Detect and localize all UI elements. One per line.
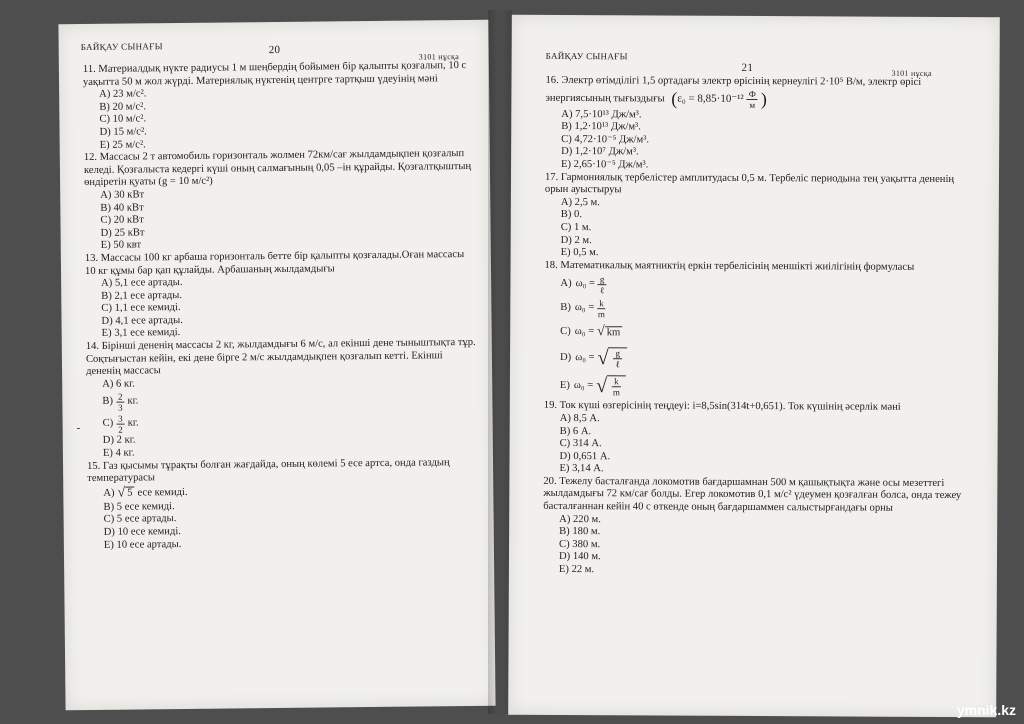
answer-option: D) 25 кВт <box>100 227 145 239</box>
answer-option: Е) 2,65·10⁻⁵ Дж/м³. <box>561 158 649 171</box>
option-unit: кг. <box>127 395 139 407</box>
question-17 <box>545 171 965 261</box>
fraction-numerator: Ф <box>747 89 758 100</box>
answer-option: В) 5 есе кемиді. <box>103 500 175 513</box>
question-16 <box>545 75 965 174</box>
option-label: В) <box>560 302 571 314</box>
fraction-denominator: ℓ <box>615 359 620 370</box>
sqrt-radicand: km <box>605 326 623 340</box>
question-text: 11. Материалдық нүкте радиусы 1 м шеңбердің бойымен бір қалыпты қозғалып, 10 с уақытта 50 м жол жүрді. Материялық нүктенің центрге тартқыш үдеуінің мәні <box>82 60 467 88</box>
fraction-denominator: m <box>612 387 620 398</box>
fraction-numerator: k <box>612 377 621 388</box>
question-text <box>545 75 965 111</box>
answer-option: D) 4,1 есе артады. <box>101 314 183 327</box>
answer-option: D) 1,2·10⁷ Дж/м³. <box>561 146 639 158</box>
fraction <box>598 274 607 295</box>
answer-option: А) 23 м/с². <box>99 88 147 101</box>
fraction-numerator: g <box>598 274 607 285</box>
right-page-header: БАЙҚАУ СЫНАҒЫ <box>545 50 628 62</box>
answer-option-formula <box>544 272 964 298</box>
answer-option: Е) 25 м/с². <box>99 138 146 151</box>
answer-option: D) 140 м. <box>558 551 601 563</box>
epsilon-value: ε₀ = 8,85·10⁻¹² <box>677 92 744 105</box>
answer-option: В) 6 А. <box>559 425 592 437</box>
fraction-numerator: 2 <box>116 392 125 403</box>
sqrt-radicand <box>608 348 627 370</box>
question-text: 17. Гармониялық тербелістер амплитудасы 0,5 м. Тербеліс периодына тең уақытта дененің орын ауыстыруы <box>544 171 955 196</box>
sqrt-expression <box>596 375 626 397</box>
pencil-tick-mark: - <box>76 422 81 435</box>
fraction-denominator: м <box>749 99 756 110</box>
answer-option: В) 40 кВт <box>100 201 144 214</box>
site-watermark: ymnik.kz <box>956 702 1016 718</box>
question-13 <box>85 249 478 341</box>
fraction-numerator: 3 <box>116 414 125 425</box>
fraction-denominator: ℓ <box>599 285 605 296</box>
question-19 <box>543 400 963 478</box>
answer-option: А) 5,1 есе артады. <box>101 277 183 289</box>
question-text: 13. Массасы 100 кг арбаша горизонталь бетте бір қалыпты қозғалады.Оған массасы 10 кг құмы бар қап құлайды. Арбашаның жылдамдығы <box>84 248 465 277</box>
answer-option: Е) 3,1 есе кемиді. <box>101 327 181 340</box>
answer-option: А) 6 кг. <box>102 378 135 390</box>
answer-option: В) 0. <box>560 209 583 221</box>
question-11 <box>83 60 476 152</box>
answer-option-formula <box>544 372 964 402</box>
answer-option: В) 180 м. <box>559 526 601 538</box>
fraction-denominator: 2 <box>118 424 123 435</box>
option-unit: кг. <box>127 417 139 429</box>
formula-lhs: ω₀ = <box>575 278 595 290</box>
option-label: С) <box>102 417 114 429</box>
answer-option: С) 4,72·10⁻⁵ Дж/м³. <box>561 133 650 146</box>
question-20 <box>543 476 964 579</box>
fraction <box>613 349 622 370</box>
fraction-denominator: 3 <box>117 402 123 413</box>
question-14 <box>86 337 479 461</box>
answer-option: А) 8,5 А. <box>559 412 600 425</box>
question-text: 15. Газ қысымы тұрақты болған жағдайда, оның көлемі 5 есе артса, онда газдың температурасы <box>86 456 450 485</box>
sqrt-radicand <box>607 376 626 398</box>
sqrt-expression <box>597 326 622 340</box>
option-label: Е) <box>559 379 570 392</box>
answer-option: Е) 0,5 м. <box>560 247 599 259</box>
fraction <box>116 392 125 413</box>
question-text: 14. Бірінші дененің массасы 2 кг, жылдамдығы 6 м/с, ал екінші дене тыныштықта тұр. Соқтығыстан кейін, екі дене бірге 2 м/с жылдамдықпен қозғалып кетті. Екінші дененің массасы <box>85 336 476 378</box>
answer-option-formula <box>544 320 964 346</box>
answer-option: Е) 50 квт <box>100 239 142 252</box>
answer-option: А) 2,5 м. <box>560 196 600 208</box>
formula-lhs: ω₀ = <box>574 302 595 314</box>
question-12 <box>84 148 477 253</box>
sqrt-expression <box>117 487 134 501</box>
option-label: В) <box>102 395 114 407</box>
answer-option: В) 2,1 есе артады. <box>101 289 183 302</box>
answer-option: С) 380 м. <box>559 538 601 551</box>
answer-option: А) 220 м. <box>559 513 601 525</box>
sqrt-sign: √ <box>597 324 605 340</box>
answer-option-formula <box>544 344 964 374</box>
answer-option: А) 30 кВт <box>100 189 145 201</box>
formula-lhs: ω₀ = <box>574 326 595 338</box>
fraction-numerator: k <box>597 298 606 309</box>
right-page-number: 21 <box>741 61 754 74</box>
answer-option: D) 0,651 А. <box>559 450 611 462</box>
answer-option: С) 5 есе артады. <box>103 513 177 526</box>
option-label: D) <box>560 352 572 364</box>
question-15 <box>87 457 480 553</box>
fraction <box>116 414 125 435</box>
answer-option: С) 10 м/с². <box>99 113 147 126</box>
answer-option: D) 2 кг. <box>102 434 136 447</box>
fraction <box>612 377 621 398</box>
answer-option: D) 15 м/с². <box>99 126 147 138</box>
sqrt-sign: √ <box>117 485 126 501</box>
answer-option: В) 1,2·10¹³ Дж/м³. <box>561 121 641 133</box>
left-page-number: 20 <box>268 43 281 57</box>
option-label: С) <box>560 326 571 338</box>
fraction-denominator: m <box>597 308 605 320</box>
answer-option: D) 10 есе кемиді. <box>103 526 181 538</box>
sqrt-sign: √ <box>597 347 609 370</box>
question-18 <box>544 260 965 403</box>
sqrt-radicand: 5 <box>125 487 134 501</box>
answer-option: Е) 10 есе артады. <box>103 538 182 551</box>
answer-option: С) 20 кВт <box>100 214 144 226</box>
fraction <box>597 298 606 319</box>
fraction-numerator: g <box>614 349 623 360</box>
sqrt-sign: √ <box>596 375 608 398</box>
epsilon-constant: ( ε₀ = 8,85·10⁻¹² Ф м ) <box>671 88 767 110</box>
option-label: А) <box>103 487 115 499</box>
formula-lhs: ω₀ = <box>573 380 594 392</box>
left-page-header: БАЙҚАУ СЫНАҒЫ <box>80 41 163 53</box>
answer-option: Е) 4 кг. <box>102 447 135 459</box>
answer-option: С) 1,1 есе кемиді. <box>101 302 181 315</box>
question-text: 12. Массасы 2 т автомобиль горизонталь жолмен 72км/сағ жылдамдықпен қозғалып келеді. Қозғалыста кедергі күші оның салмағының 0,05 –ін құрайды. Қозғалтқыштың өндіретін қуаты (g = 10 м/с²) <box>83 148 472 189</box>
right-page-variant: 3101 нұсқа <box>891 68 932 78</box>
answer-option: D) 2 м. <box>560 234 592 246</box>
right-page <box>508 15 1000 718</box>
sqrt-expression <box>597 347 627 369</box>
answer-option: Е) 3,14 А. <box>559 463 604 475</box>
left-page <box>58 20 495 710</box>
formula-lhs: ω₀ = <box>575 352 595 364</box>
answer-option-formula <box>544 296 964 322</box>
option-rest: есе кемиді. <box>137 486 188 498</box>
answer-option: С) 314 А. <box>559 438 602 450</box>
answer-option: В) 20 м/с². <box>99 101 147 113</box>
question-text: 19. Ток күші өзгерісінің теңдеуі: i=8,5sin(314t+0,651). Ток күшінің әсерлік мәні <box>543 400 901 414</box>
answer-option: Е) 22 м. <box>558 564 595 576</box>
answer-option: А) 7,5·10¹³ Дж/м³. <box>561 108 642 121</box>
fraction <box>747 89 758 110</box>
option-label: А) <box>560 278 572 290</box>
right-page-questions <box>543 75 966 579</box>
left-page-variant: 3101 нұсқа <box>418 52 460 62</box>
question-text-body: 16. Электр өтімділігі 1,5 ортадағы электр өрісінің кернеулігі 2·10⁵ В/м, электр өрісі энергиясының тығыздығы <box>545 74 922 105</box>
left-page-questions <box>83 60 480 552</box>
question-text: 18. Математикалық маятниктің еркін тербелісінің меншікті жиілігінің формуласы <box>544 259 915 273</box>
answer-option: С) 1 м. <box>560 221 592 234</box>
question-text: 20. Тежелу басталғанда локомотив бағдаршамнан 500 м қашықтықта және осы мезеттегі жылдамдығы 72 км/сағ болды. Егер локомотив 0,1 м/с² үдеумен қозғалған болса, онда тежеу басталғаннан кейін 40 с өткенде оның бағдаршаммен салыстырғандағы орны <box>543 475 962 514</box>
